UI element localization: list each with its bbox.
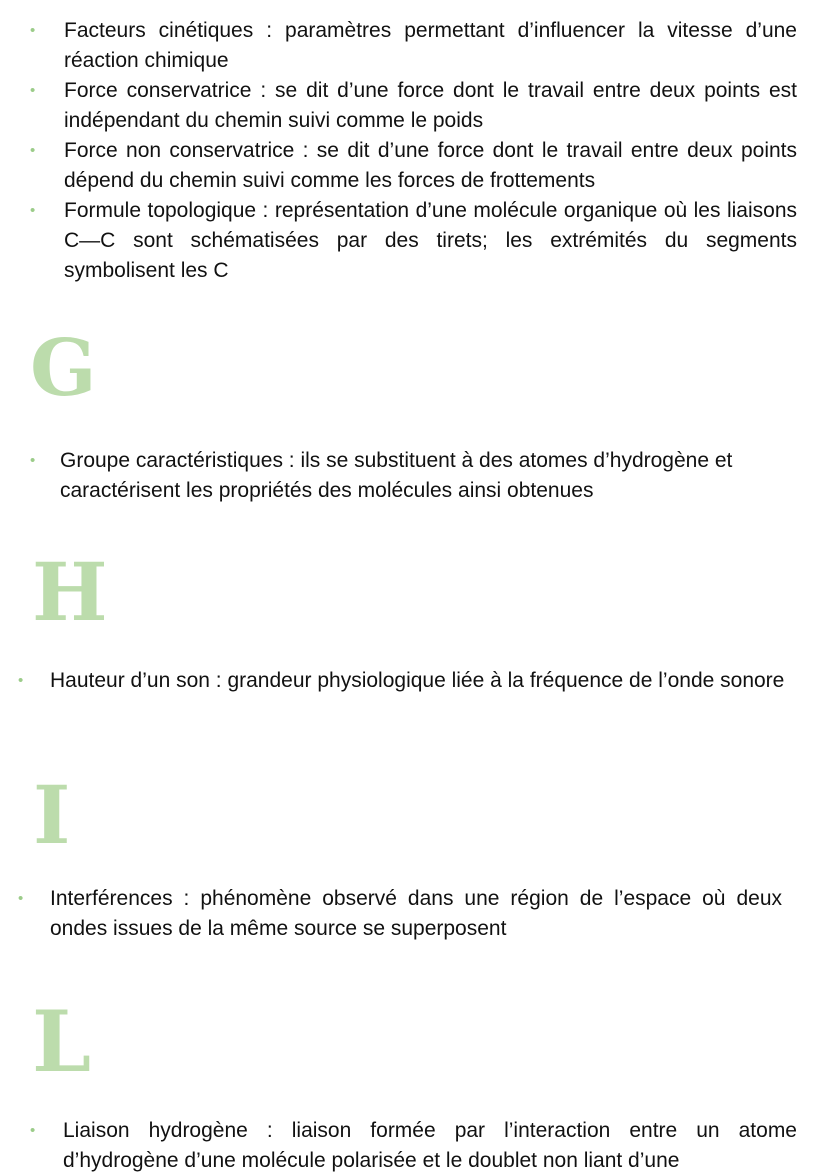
glossary-list-i: [18, 884, 782, 944]
glossary-item: [18, 666, 786, 696]
glossary-entry-text: Force non conservatrice : se dit d’une force dont le travail entre deux points dépend du chemin suivi comme les forces de frottements: [64, 139, 797, 192]
bullet-icon: •: [30, 142, 36, 159]
bullet-icon: •: [30, 82, 36, 99]
bullet-icon: •: [18, 890, 24, 907]
glossary-item: [30, 1116, 797, 1176]
glossary-entry-text: Interférences : phénomène observé dans une région de l’espace où deux ondes issues de la même source se superposent: [50, 887, 782, 940]
glossary-item: [32, 196, 797, 286]
glossary-list-g: [30, 446, 798, 506]
glossary-list-f: [32, 16, 797, 286]
section-letter-i: I: [33, 768, 71, 862]
glossary-entry-text: Formule topologique : représentation d’une molécule organique où les liaisons C—C sont schématisées par des tirets; les extrémités du segments symbolisent les C: [64, 199, 797, 282]
section-letter-g: G: [30, 323, 97, 414]
section-letter-h: H: [32, 545, 108, 639]
glossary-item: [30, 446, 798, 506]
glossary-item: [32, 16, 797, 76]
bullet-icon: •: [30, 452, 36, 469]
glossary-item: [32, 136, 797, 196]
bullet-icon: •: [30, 1122, 36, 1139]
bullet-icon: •: [30, 22, 36, 39]
glossary-item: [18, 884, 782, 944]
glossary-item: [32, 76, 797, 136]
bullet-icon: •: [30, 202, 36, 219]
glossary-entry-text: Groupe caractéristiques : ils se substituent à des atomes d’hydrogène et caractérisent les propriétés des molécules ainsi obtenues: [60, 449, 733, 502]
glossary-entry-text: Facteurs cinétiques : paramètres permettant d’influencer la vitesse d’une réaction chimique: [64, 19, 797, 72]
glossary-entry-text: Liaison hydrogène : liaison formée par l’interaction entre un atome d’hydrogène d’une molécule polarisée et le doublet non liant d’une: [63, 1119, 797, 1172]
section-letter-l: L: [32, 992, 92, 1091]
bullet-icon: •: [18, 672, 24, 689]
glossary-entry-text: Hauteur d’un son : grandeur physiologique liée à la fréquence de l’onde sonore: [50, 669, 785, 692]
glossary-list-h: [18, 666, 786, 696]
glossary-entry-text: Force conservatrice : se dit d’une force dont le travail entre deux points est indépendant du chemin suivi comme le poids: [64, 79, 797, 132]
glossary-list-l: [30, 1116, 797, 1176]
